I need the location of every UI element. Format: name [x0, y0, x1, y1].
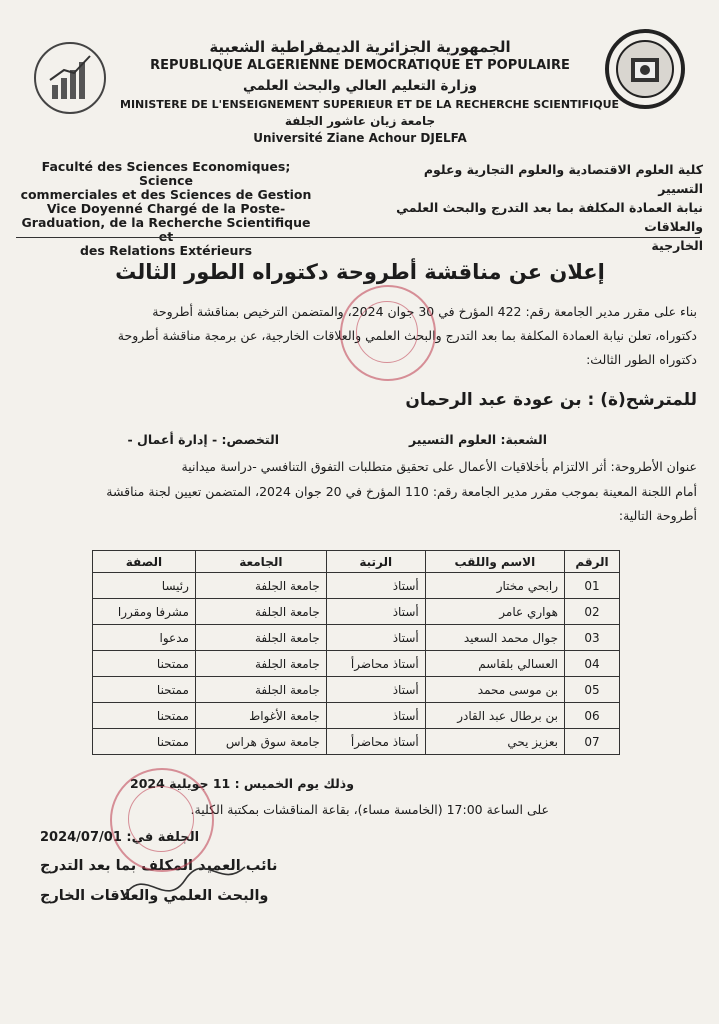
- committee-line2: أطروحة التالية:: [618, 508, 697, 523]
- table-row: [93, 729, 620, 755]
- cell-number: 06: [565, 703, 620, 729]
- jury-table-header: [93, 551, 620, 573]
- header-divider: [16, 237, 700, 238]
- signature-place-date: الجلفة في: 2024/07/01: [40, 830, 200, 845]
- cell-number: 01: [565, 573, 620, 599]
- announcement-title: إعلان عن مناقشة أطروحة دكتوراه الطور الثالث: [115, 260, 605, 284]
- table-row: [93, 625, 620, 651]
- header-name: الاسم واللقب: [425, 551, 564, 573]
- cell-name: العسالي بلقاسم: [425, 651, 564, 677]
- table-row: [93, 573, 620, 599]
- cell-role: مشرفا ومقررا: [93, 599, 196, 625]
- cell-number: 03: [565, 625, 620, 651]
- cell-name: هواري عامر: [425, 599, 564, 625]
- cell-role: رئيسا: [93, 573, 196, 599]
- university-fr: Université Ziane Achour DJELFA: [253, 131, 467, 145]
- cell-name: بعزيز يحي: [425, 729, 564, 755]
- ministry-ar: وزارة التعليم العالي والبحث العلمي: [242, 78, 478, 94]
- official-stamp-top: [340, 285, 436, 381]
- signature-line1: نائب العميد المكلف بما بعد التدرج: [40, 858, 278, 874]
- intro-line1: بناء على مقرر مدير الجامعة رقم: 422 المؤرخ في 30 جوان 2024، والمتضمن الترخيص بمناقشة أطروحة: [152, 304, 697, 319]
- signature-line2: والبحث العلمي والعلاقات الخارج: [40, 888, 269, 904]
- cell-name: رابحي مختار: [425, 573, 564, 599]
- intro-line3: دكتوراه الطور الثالث:: [586, 352, 697, 367]
- faculty-fr-line2: commerciales et des Sciences de Gestion: [20, 187, 312, 202]
- cell-university: جامعة الجلفة: [195, 651, 326, 677]
- cell-name: بن موسى محمد: [425, 677, 564, 703]
- cell-rank: أستاذ محاضرأ: [326, 651, 425, 677]
- cell-role: ممتحنا: [93, 729, 196, 755]
- faculty-fr-line5: des Relations Extérieurs: [79, 243, 253, 258]
- faculty-fr-line3: Vice Doyenné Chargé de la Poste-: [46, 201, 286, 216]
- cell-role: ممتحنا: [93, 651, 196, 677]
- republic-fr: REPUBLIQUE ALGERIENNE DEMOCRATIQUE ET POPULAIRE: [150, 58, 570, 73]
- table-row: [93, 703, 620, 729]
- university-ar: جامعة زيان عاشور الجلفة: [284, 114, 436, 128]
- cell-rank: أستاذ: [326, 625, 425, 651]
- cell-university: جامعة الأغواط: [195, 703, 326, 729]
- schedule-time: على الساعة 17:00 (الخامسة مساء)، بقاعة المناقشات بمكتبة الكلية.: [190, 802, 549, 817]
- intro-line2: دكتوراه، تعلن نيابة العمادة المكلفة بما بعد التدرج والبحث العلمي والعلاقات الخارجية، عن برمجة مناقشة أطروحة: [117, 328, 697, 343]
- faculty-ar-line3: الخارجية: [651, 238, 703, 253]
- cell-role: ممتحنا: [93, 677, 196, 703]
- cell-university: جامعة الجلفة: [195, 573, 326, 599]
- table-row: [93, 651, 620, 677]
- faculty-fr-block: [16, 160, 316, 258]
- faculty-logo: [30, 40, 110, 115]
- thesis-title: عنوان الأطروحة: أثر الالتزام بأخلاقيات الأعمال على تحقيق متطلبات التفوق التنافسي -دراسة ميدانية: [181, 459, 697, 474]
- cell-university: جامعة الجلفة: [195, 677, 326, 703]
- faculty-ar-line2: نيابة العمادة المكلفة بما بعد التدرج والبحث العلمي والعلاقات: [396, 200, 703, 234]
- specialty: التخصص: - إدارة أعمال -: [127, 432, 279, 447]
- cell-university: جامعة الجلفة: [195, 599, 326, 625]
- cell-rank: أستاذ: [326, 599, 425, 625]
- cell-role: مدعوا: [93, 625, 196, 651]
- cell-name: بن برطال عبد القادر: [425, 703, 564, 729]
- ministry-fr: MINISTERE DE L'ENSEIGNEMENT SUPERIEUR ET DE LA RECHERCHE SCIENTIFIQUE: [120, 98, 620, 111]
- candidate-name: للمترشح(ة) : بن عودة عبد الرحمان: [405, 390, 697, 410]
- schedule-day: وذلك يوم الخميس : 11 جويلية 2024: [130, 776, 354, 791]
- cell-number: 02: [565, 599, 620, 625]
- signature-mark: [120, 855, 250, 915]
- branch: الشعبة: العلوم التسيير: [408, 432, 547, 447]
- committee-paragraph: [17, 480, 697, 528]
- table-row: [93, 677, 620, 703]
- cell-number: 05: [565, 677, 620, 703]
- jury-table: [92, 550, 620, 755]
- cell-number: 04: [565, 651, 620, 677]
- cell-role: ممتحنا: [93, 703, 196, 729]
- cell-rank: أستاذ: [326, 677, 425, 703]
- faculty-fr-line1: Faculté des Sciences Economiques; Science: [41, 159, 291, 188]
- header-university: الجامعة: [195, 551, 326, 573]
- faculty-ar-block: [383, 160, 703, 255]
- committee-line1: أمام اللجنة المعينة بموجب مقرر مدير الجامعة رقم: 110 المؤرخ في 20 جوان 2024، المتضمن تعيين لجنة مناقشة: [106, 484, 697, 499]
- table-row: [93, 599, 620, 625]
- header-role: الصفة: [93, 551, 196, 573]
- cell-number: 07: [565, 729, 620, 755]
- cell-rank: أستاذ: [326, 573, 425, 599]
- cell-rank: أستاذ محاضرأ: [326, 729, 425, 755]
- faculty-ar-line1: كلية العلوم الاقتصادية والعلوم التجارية وعلوم التسيير: [423, 162, 703, 196]
- cell-university: جامعة الجلفة: [195, 625, 326, 651]
- republic-ar: الجمهورية الجزائرية الديمقراطية الشعبية: [209, 38, 511, 56]
- header-rank: الرتبة: [326, 551, 425, 573]
- faculty-fr-line4: Graduation, de la Recherche Scientifique et: [21, 215, 311, 244]
- cell-name: جوال محمد السعيد: [425, 625, 564, 651]
- header-number: الرقم: [565, 551, 620, 573]
- cell-university: جامعة سوق هراس: [195, 729, 326, 755]
- cell-rank: أستاذ: [326, 703, 425, 729]
